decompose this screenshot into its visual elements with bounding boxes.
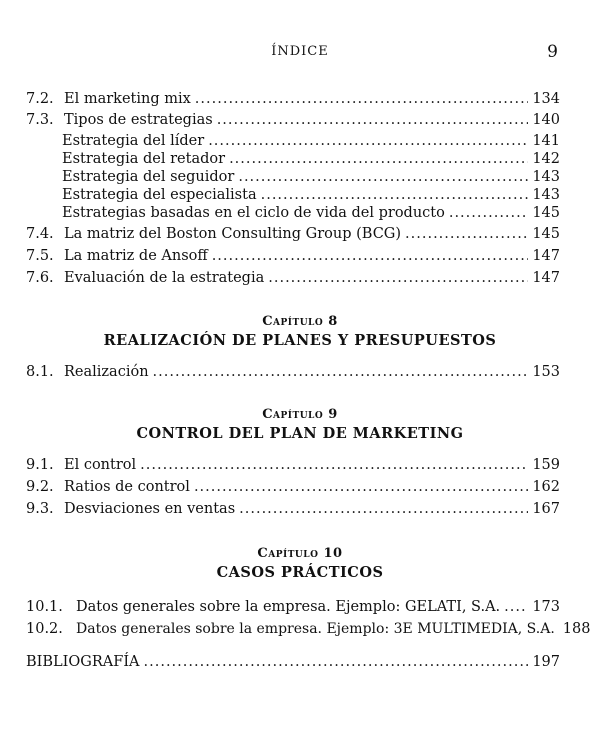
entry-number: 9.3. [26, 501, 54, 517]
chapter-heading [0, 546, 600, 581]
toc-subentry[interactable] [62, 202, 560, 222]
entry-title: La matriz del Boston Consulting Group (BCG) [64, 226, 402, 242]
entry-title: El marketing mix [64, 91, 191, 107]
entry-page: 167 [532, 501, 560, 517]
entry-page: 142 [532, 151, 560, 167]
entry-page: 134 [532, 91, 560, 107]
entry-number: 7.6. [26, 270, 54, 286]
toc-entry[interactable] [26, 361, 560, 381]
leader-dots [217, 111, 529, 129]
entry-page: 162 [532, 479, 560, 495]
leader-dots [212, 247, 529, 265]
entry-page: 140 [532, 112, 560, 128]
leader-dots [195, 90, 529, 108]
entry-number: 7.5. [26, 248, 54, 264]
entry-title: Estrategia del retador [62, 151, 226, 167]
entry-number: 9.2. [26, 479, 54, 495]
entry-title: El control [64, 457, 137, 473]
toc-subentry[interactable] [62, 130, 560, 150]
entry-number: 9.1. [26, 457, 54, 473]
chapter-heading [0, 407, 600, 442]
entry-page: 153 [532, 364, 560, 380]
chapter-title: CASOS PRÁCTICOS [216, 564, 384, 581]
leader-dots [405, 225, 528, 243]
toc-entry-bibliography[interactable] [26, 651, 560, 671]
page-header [0, 42, 600, 64]
chapter-title: CONTROL DEL PLAN DE MARKETING [136, 425, 464, 442]
header-title: ÍNDICE [271, 44, 329, 59]
entry-title: BIBLIOGRAFÍA [26, 654, 140, 670]
entry-page: 141 [532, 133, 560, 149]
entry-title: Datos generales sobre la empresa. Ejemplo: 3E MULTIMEDIA, S.A. [76, 621, 555, 637]
entry-title: Ratios de control [64, 479, 190, 495]
entry-title: Estrategia del especialista [62, 187, 257, 203]
toc-entry[interactable] [26, 223, 560, 243]
entry-number: 8.1. [26, 364, 54, 380]
chapter-title: REALIZACIÓN DE PLANES Y PRESUPUESTOS [103, 332, 497, 349]
toc-entry[interactable] [26, 245, 560, 265]
leader-dots [144, 653, 529, 671]
leader-dots [194, 478, 528, 496]
toc-entry[interactable] [26, 267, 560, 287]
entry-title: Desviaciones en ventas [64, 501, 236, 517]
toc-entry[interactable] [26, 596, 560, 616]
entry-page: 143 [532, 169, 560, 185]
toc-entry[interactable] [26, 454, 560, 474]
entry-page: 147 [532, 270, 560, 286]
entry-title: Evaluación de la estrategia [64, 270, 265, 286]
entry-page: 159 [532, 457, 560, 473]
entry-number: 7.4. [26, 226, 54, 242]
leader-dots [140, 456, 528, 474]
entry-page: 147 [532, 248, 560, 264]
leader-dots [449, 204, 528, 222]
entry-number: 10.2. [26, 621, 63, 637]
entry-title: La matriz de Ansoff [64, 248, 208, 264]
entry-title: Tipos de estrategias [64, 112, 213, 128]
chapter-label: Capítulo 8 [262, 314, 338, 329]
entry-page: 145 [532, 226, 560, 242]
entry-number: 10.1. [26, 599, 63, 615]
chapter-label: Capítulo 9 [262, 407, 338, 422]
toc-entry[interactable] [26, 498, 560, 518]
entry-number: 7.2. [26, 91, 54, 107]
leader-dots [504, 598, 528, 616]
entry-title: Estrategia del seguidor [62, 169, 235, 185]
entry-page: 173 [532, 599, 560, 615]
entry-page: 143 [532, 187, 560, 203]
leader-dots [239, 500, 528, 518]
entry-title: Estrategias basadas en el ciclo de vida del producto [62, 205, 445, 221]
toc-entry[interactable] [26, 109, 560, 129]
chapter-label: Capítulo 10 [257, 546, 343, 561]
entry-page: 145 [532, 205, 560, 221]
entry-number: 7.3. [26, 112, 54, 128]
leader-dots [153, 363, 529, 381]
entry-page: 197 [532, 654, 560, 670]
entry-page: 188 [562, 621, 591, 637]
toc-entry[interactable] [26, 618, 591, 638]
toc-subentry[interactable] [62, 166, 560, 186]
entry-title: Datos generales sobre la empresa. Ejemplo: GELATI, S.A. [76, 599, 501, 615]
toc-entry[interactable] [26, 88, 560, 108]
toc-subentry[interactable] [62, 148, 560, 168]
leader-dots [268, 269, 528, 287]
page-number: 9 [547, 42, 558, 62]
toc-entry[interactable] [26, 476, 560, 496]
entry-title: Estrategia del líder [62, 133, 205, 149]
entry-title: Realización [64, 364, 149, 380]
toc-subentry[interactable] [62, 184, 560, 204]
chapter-heading [0, 314, 600, 349]
